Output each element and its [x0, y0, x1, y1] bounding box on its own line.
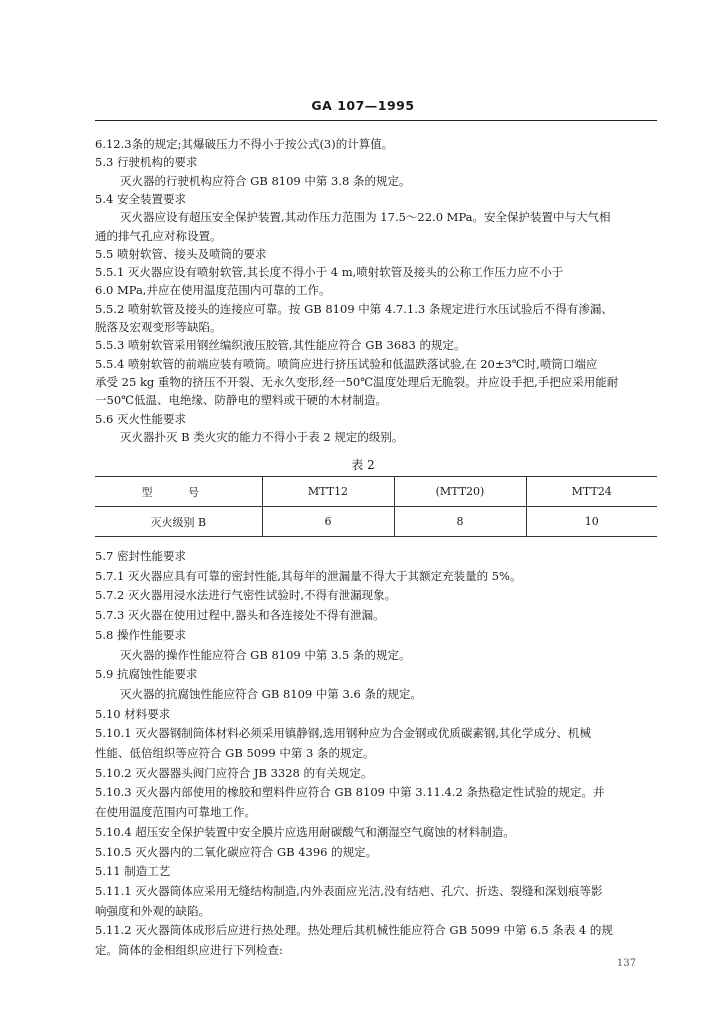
- text-line: 灭火器的抗腐蚀性能应符合 GB 8109 中第 3.6 条的规定。: [120, 686, 422, 701]
- text-line: 灭火器扑灭 B 类火灾的能力不得小于表 2 规定的级别。: [120, 429, 404, 444]
- text-line: 灭火器的操作性能应符合 GB 8109 中第 3.5 条的规定。: [120, 647, 411, 662]
- table-header-row: [95, 477, 657, 507]
- text-line: 承受 25 kg 重物的挤压不开裂、无永久变形,经一50℃温度处理后无脆裂。并应设手把,手把应采用能耐: [95, 374, 619, 389]
- table-cell: 8: [394, 507, 526, 537]
- text-line: 5.5.1 灭火器应设有喷射软管,其长度不得小于 4 m,喷射软管及接头的公称工作压力应不小于: [95, 265, 564, 280]
- table-2: [95, 476, 657, 537]
- text-line: 5.7.3 灭火器在使用过程中,器头和各连接处不得有泄漏。: [95, 608, 385, 623]
- table-header-cell: MTT24: [526, 477, 657, 507]
- text-line: 5.5 喷射软管、接头及喷筒的要求: [95, 246, 267, 261]
- text-line: 5.10.3 灭火器内部使用的橡胶和塑料件应符合 GB 8109 中第 3.11.4.2 条热稳定性试验的规定。并: [95, 785, 605, 800]
- header-rule: [95, 120, 657, 121]
- text-line: 脱落及宏观变形等缺陷。: [95, 320, 222, 334]
- text-line: 性能、低倍组织等应符合 GB 5099 中第 3 条的规定。: [95, 746, 375, 760]
- standard-code-header: GA 107—1995: [311, 98, 415, 113]
- text-line: 5.7.2 灭火器用浸水法进行气密性试验时,不得有泄漏现象。: [95, 588, 397, 603]
- text-line: 5.9 抗腐蚀性能要求: [95, 667, 198, 682]
- table-caption: 表 2: [351, 458, 375, 472]
- text-line: 5.10 材料要求: [95, 706, 171, 721]
- text-line: 5.11.1 灭火器筒体应采用无缝结构制造,内外表面应光洁,没有结疤、孔穴、折迭、裂缝和深划痕等影: [95, 883, 603, 898]
- text-line: 5.10.1 灭火器钢制筒体材料必须采用镇静钢,选用钢种应为合金钢或优质碳素钢,其化学成分、机械: [95, 726, 592, 741]
- page-number: 137: [616, 958, 636, 969]
- text-line: 5.4 安全装置要求: [95, 191, 186, 206]
- text-line: 灭火器应设有超压安全保护装置,其动作压力范围为 17.5～22.0 MPa。安全保护装置中与大气相: [120, 210, 611, 225]
- text-line: 定。筒体的金相组织应进行下列检查:: [95, 943, 283, 957]
- text-line: 5.7 密封性能要求: [95, 549, 186, 563]
- text-line: 5.10.2 灭火器器头阀门应符合 JB 3328 的有关规定。: [95, 765, 373, 780]
- table-cell: 6: [262, 507, 394, 537]
- text-line: 在使用温度范围内可靠地工作。: [95, 805, 256, 820]
- text-line: 5.8 操作性能要求: [95, 627, 186, 642]
- text-line: 5.3 行驶机构的要求: [95, 155, 198, 170]
- text-line: 5.11.2 灭火器筒体成形后应进行热处理。热处理后其机械性能应符合 GB 5099 中第 6.5 条表 4 的规: [95, 923, 613, 938]
- table-data-row: [95, 507, 657, 537]
- text-line: 通的排气孔应对称设置。: [95, 228, 222, 243]
- text-line: 5.6 灭火性能要求: [95, 411, 186, 426]
- text-line: 6.12.3条的规定;其爆破压力不得小于按公式(3)的计算值。: [95, 137, 394, 151]
- table-cell: 灭火级别 B: [95, 507, 262, 537]
- table-header-cell: MTT12: [262, 477, 394, 507]
- text-line: 5.5.2 喷射软管及接头的连接应可靠。按 GB 8109 中第 4.7.1.3 条规定进行水压试验后不得有渗漏、: [95, 301, 613, 316]
- text-line: 响强度和外观的缺陷。: [95, 903, 210, 918]
- text-line: 5.10.4 超压安全保护装置中安全膜片应选用耐碳酸气和潮湿空气腐蚀的材料制造。: [95, 824, 515, 839]
- text-line: 灭火器的行驶机构应符合 GB 8109 中第 3.8 条的规定。: [120, 173, 411, 188]
- text-line: 5.5.3 喷射软管采用钢丝编织液压胶管,其性能应符合 GB 3683 的规定。: [95, 338, 466, 353]
- text-line: 5.5.4 喷射软管的前端应装有喷筒。喷筒应进行挤压试验和低温跌落试验,在 20±3℃时,喷筒口端应: [95, 356, 598, 371]
- table-header-cell: 型 号: [141, 485, 215, 499]
- text-line: 5.7.1 灭火器应具有可靠的密封性能,其每年的泄漏量不得大于其额定充装量的 5%。: [95, 568, 522, 583]
- text-line: 5.10.5 灭火器内的二氧化碳应符合 GB 4396 的规定。: [95, 844, 378, 859]
- text-line: 6.0 MPa,并应在使用温度范围内可靠的工作。: [95, 283, 331, 298]
- table-header-cell: (MTT20): [394, 477, 526, 507]
- text-line: 5.11 制造工艺: [95, 864, 171, 879]
- text-line: 一50℃低温、电绝缘、防静电的塑料或干硬的木材制造。: [95, 393, 387, 408]
- table-cell: 10: [526, 507, 657, 537]
